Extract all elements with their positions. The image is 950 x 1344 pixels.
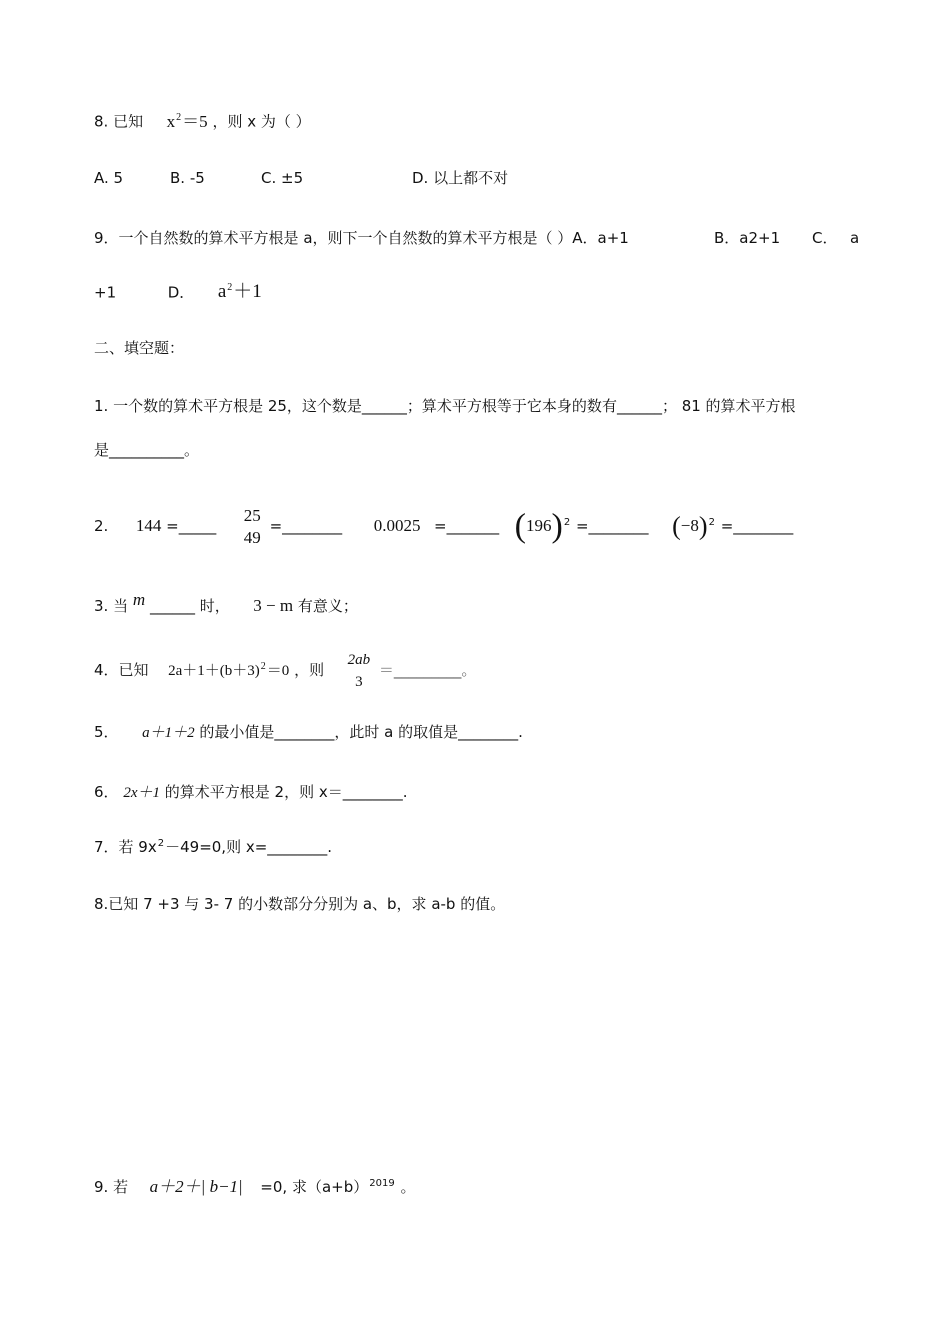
- fill-3: [94, 590, 358, 616]
- section-2-title: 二、填空题：: [94, 339, 185, 357]
- fill-1-line1: 1. 一个数的算术平方根是 25，这个数是______；算术平方根等于它本身的数有______； 81 的算术平方根: [94, 397, 796, 415]
- fill-2-blank-4: =________: [575, 517, 649, 535]
- q9-line1: 9．一个自然数的算术平方根是 a，则下一个自然数的算术平方根是（ ）A．a+1: [94, 229, 629, 247]
- fill-2-blank-5: =________: [720, 517, 794, 535]
- fill-9-mid: =0, 求（a+b）: [260, 1178, 369, 1196]
- q8-option-a: A. 5: [94, 169, 124, 187]
- fill-6-expr: 2x＋1: [123, 785, 160, 801]
- fill-2-blank-2: =________: [269, 517, 343, 535]
- fill-5-prefix: 5．: [94, 723, 119, 741]
- fill-3-m: m: [132, 590, 146, 609]
- fill-3-mid: ______ 时，: [149, 597, 230, 615]
- q9-option-c: C．: [812, 229, 838, 247]
- fill-2-sqrt-144: 144: [135, 516, 162, 535]
- fill-3-expr: 3 − m: [253, 596, 294, 615]
- q9-line2-a: +1: [94, 283, 117, 302]
- fill-7-rest: －49=0,则 x=________.: [165, 838, 333, 856]
- fill-5: [94, 722, 523, 743]
- fill-7: 7．若 $9x^2-49=0$,则 x=________.: [94, 838, 333, 856]
- fill-2-sqrt-00025: 0.0025: [373, 516, 421, 535]
- q8-option-c: C. ±5: [261, 169, 304, 187]
- fill-9-prefix: 9. 若: [94, 1178, 129, 1196]
- question-9: [94, 228, 864, 248]
- fill-8: 8.已知 7 +3 与 3- 7 的小数部分分别为 a、b，求 a-b 的值。: [94, 895, 506, 913]
- fill-5-rest: 的最小值是________，此时 a 的取值是________.: [199, 723, 523, 741]
- fill-6: [94, 782, 408, 803]
- q9-option-d-expr: $a^2+1$: [217, 281, 262, 303]
- fill-3-suffix: 有意义；: [297, 597, 358, 615]
- fill-4-expr: $2a+1+(b+3)^2=0$: [168, 661, 290, 679]
- fill-4-mid: ，则: [294, 661, 325, 679]
- fill-6-prefix: 6．: [94, 783, 119, 801]
- q9-option-c-a: a: [850, 229, 860, 247]
- fill-2-blank-1: =_____: [166, 517, 217, 535]
- fill-6-rest: 的算术平方根是 2，则 x＝________.: [164, 783, 408, 801]
- fill-1-line2: 是__________。: [94, 441, 200, 459]
- q8-prefix: 8. 已知: [94, 112, 144, 131]
- fill-4: [94, 644, 476, 690]
- fill-9: 9. 若 a＋2＋| b−1| =0, 求$(a+b)^{2019}$ 。: [94, 1177, 416, 1196]
- fill-5-expr: a＋1＋2: [142, 725, 195, 741]
- fill-3-prefix: 3. 当: [94, 597, 129, 615]
- fill-9-suffix: 。: [395, 1178, 416, 1196]
- fill-2-blank-3: =_______: [434, 517, 500, 535]
- fill-2-neg8: −8: [680, 516, 699, 535]
- fill-7-prefix: 7．若 9x: [94, 838, 157, 856]
- fill-9-expr: a＋2＋| b−1|: [149, 1177, 243, 1196]
- fill-4-fraction: 2ab 3: [347, 651, 371, 690]
- q9-option-d: D．: [167, 283, 195, 302]
- fill-2-fraction: 25 49: [243, 505, 261, 547]
- q8-option-b: B. -5: [170, 169, 205, 187]
- question-9-line2: [94, 278, 262, 302]
- q8-option-d: D. 以上都不对: [412, 169, 509, 187]
- fill-4-prefix: 4．已知: [94, 661, 149, 679]
- q8-suffix: ，则 x 为（ ）: [212, 112, 311, 131]
- fill-2-number: 2.: [94, 517, 109, 535]
- q9-option-b: B．a2+1: [714, 229, 781, 247]
- fill-2-196: 196: [526, 516, 552, 535]
- q8-expr: $x^2=5$: [166, 111, 208, 131]
- question-8: [94, 108, 311, 132]
- fill-4-tail: ＝_________。: [378, 661, 477, 679]
- fill-2: 2. 144 =_____ 25 49 =________ 0.0025 =_______ $(196)^2$ =________ $(-8)^2$ =________: [94, 505, 794, 547]
